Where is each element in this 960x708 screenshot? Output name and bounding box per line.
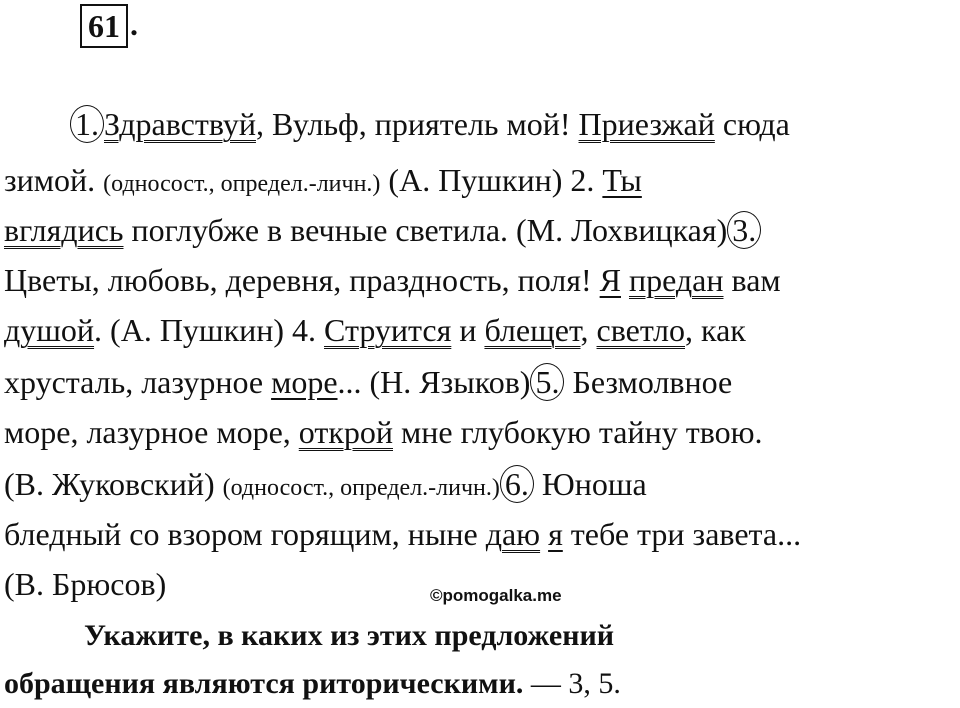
subject-more: море — [271, 364, 338, 400]
text: поглубже в вечные светила. (М. Лохвицкая) — [123, 212, 728, 248]
text: бледный со взором горящим, ныне — [4, 516, 486, 552]
subject-ya: я — [548, 516, 563, 552]
answer: — 3, 5. — [523, 667, 621, 700]
text: Юноша — [533, 466, 647, 502]
text-line-4 — [4, 256, 781, 304]
subject-ty: Ты — [602, 162, 642, 198]
text: , — [580, 312, 597, 348]
sentence-3-circled-number: 3. — [727, 211, 761, 249]
predicate-zdravstvuy: Здравствуй — [104, 106, 256, 142]
text-line-10 — [4, 560, 166, 608]
text: Цветы, любовь, деревня, праздность, поля! — [4, 262, 600, 298]
text-line-8 — [4, 460, 647, 512]
predicate-bleshchet: блещет — [484, 312, 581, 348]
text: (В. Жуковский) — [4, 466, 223, 502]
grammar-note: (односост., определ.-личн.) — [222, 475, 500, 501]
exercise-number: 61 — [80, 4, 128, 48]
text — [621, 262, 629, 298]
text: Безмолвное — [564, 364, 733, 400]
sentence-6-circled-number: 6. — [500, 465, 534, 503]
text: ... (Н. Языков) — [337, 364, 531, 400]
question-line-1: Укажите, в каких из этих предложений — [84, 619, 615, 652]
text-line-7 — [4, 408, 763, 456]
text: тебе три завета... — [562, 516, 802, 552]
predicate-dushoy: душой — [4, 312, 95, 348]
text: , Вульф, приятель мой! — [255, 106, 579, 142]
predicate-struitsya: Струится — [324, 312, 452, 348]
exercise-number-dot: . — [130, 6, 138, 42]
text-line-1 — [70, 100, 790, 148]
text-line-6 — [4, 358, 732, 406]
question-text: обращения являются риторическими. — [4, 667, 524, 700]
text: и — [451, 312, 485, 348]
text: хрусталь, лазурное — [4, 364, 272, 400]
watermark: ©pomogalka.me — [430, 586, 562, 605]
predicate-predan: предан — [628, 262, 724, 298]
sentence-5-circled-number: 5. — [530, 363, 564, 401]
text: . (А. Пушкин) 4. — [94, 312, 325, 348]
question-line-2 — [4, 662, 621, 706]
subject-ya: Я — [599, 262, 621, 298]
text: сюда — [714, 106, 790, 142]
text-line-2 — [4, 156, 642, 208]
text-line-5 — [4, 306, 746, 354]
text-line-9 — [4, 510, 801, 558]
text: (В. Брюсов) — [4, 566, 167, 602]
text: мне глубокую тайну твою. — [393, 414, 763, 450]
predicate-dayu: даю — [485, 516, 541, 552]
text: (А. Пушкин) 2. — [380, 162, 603, 198]
text: , как — [685, 312, 746, 348]
text: море, лазурное море, — [4, 414, 299, 450]
text — [540, 516, 548, 552]
predicate-svetlo: светло — [596, 312, 685, 348]
sentence-1-circled-number: 1. — [70, 105, 104, 143]
predicate-vglyadis: вглядись — [4, 212, 124, 248]
text: зимой. — [4, 162, 104, 198]
grammar-note: (односост., определ.-личн.) — [103, 171, 381, 197]
predicate-priezzhay: Приезжай — [578, 106, 715, 142]
predicate-otkroy: открой — [298, 414, 393, 450]
text-line-3 — [4, 206, 761, 254]
text: вам — [723, 262, 781, 298]
